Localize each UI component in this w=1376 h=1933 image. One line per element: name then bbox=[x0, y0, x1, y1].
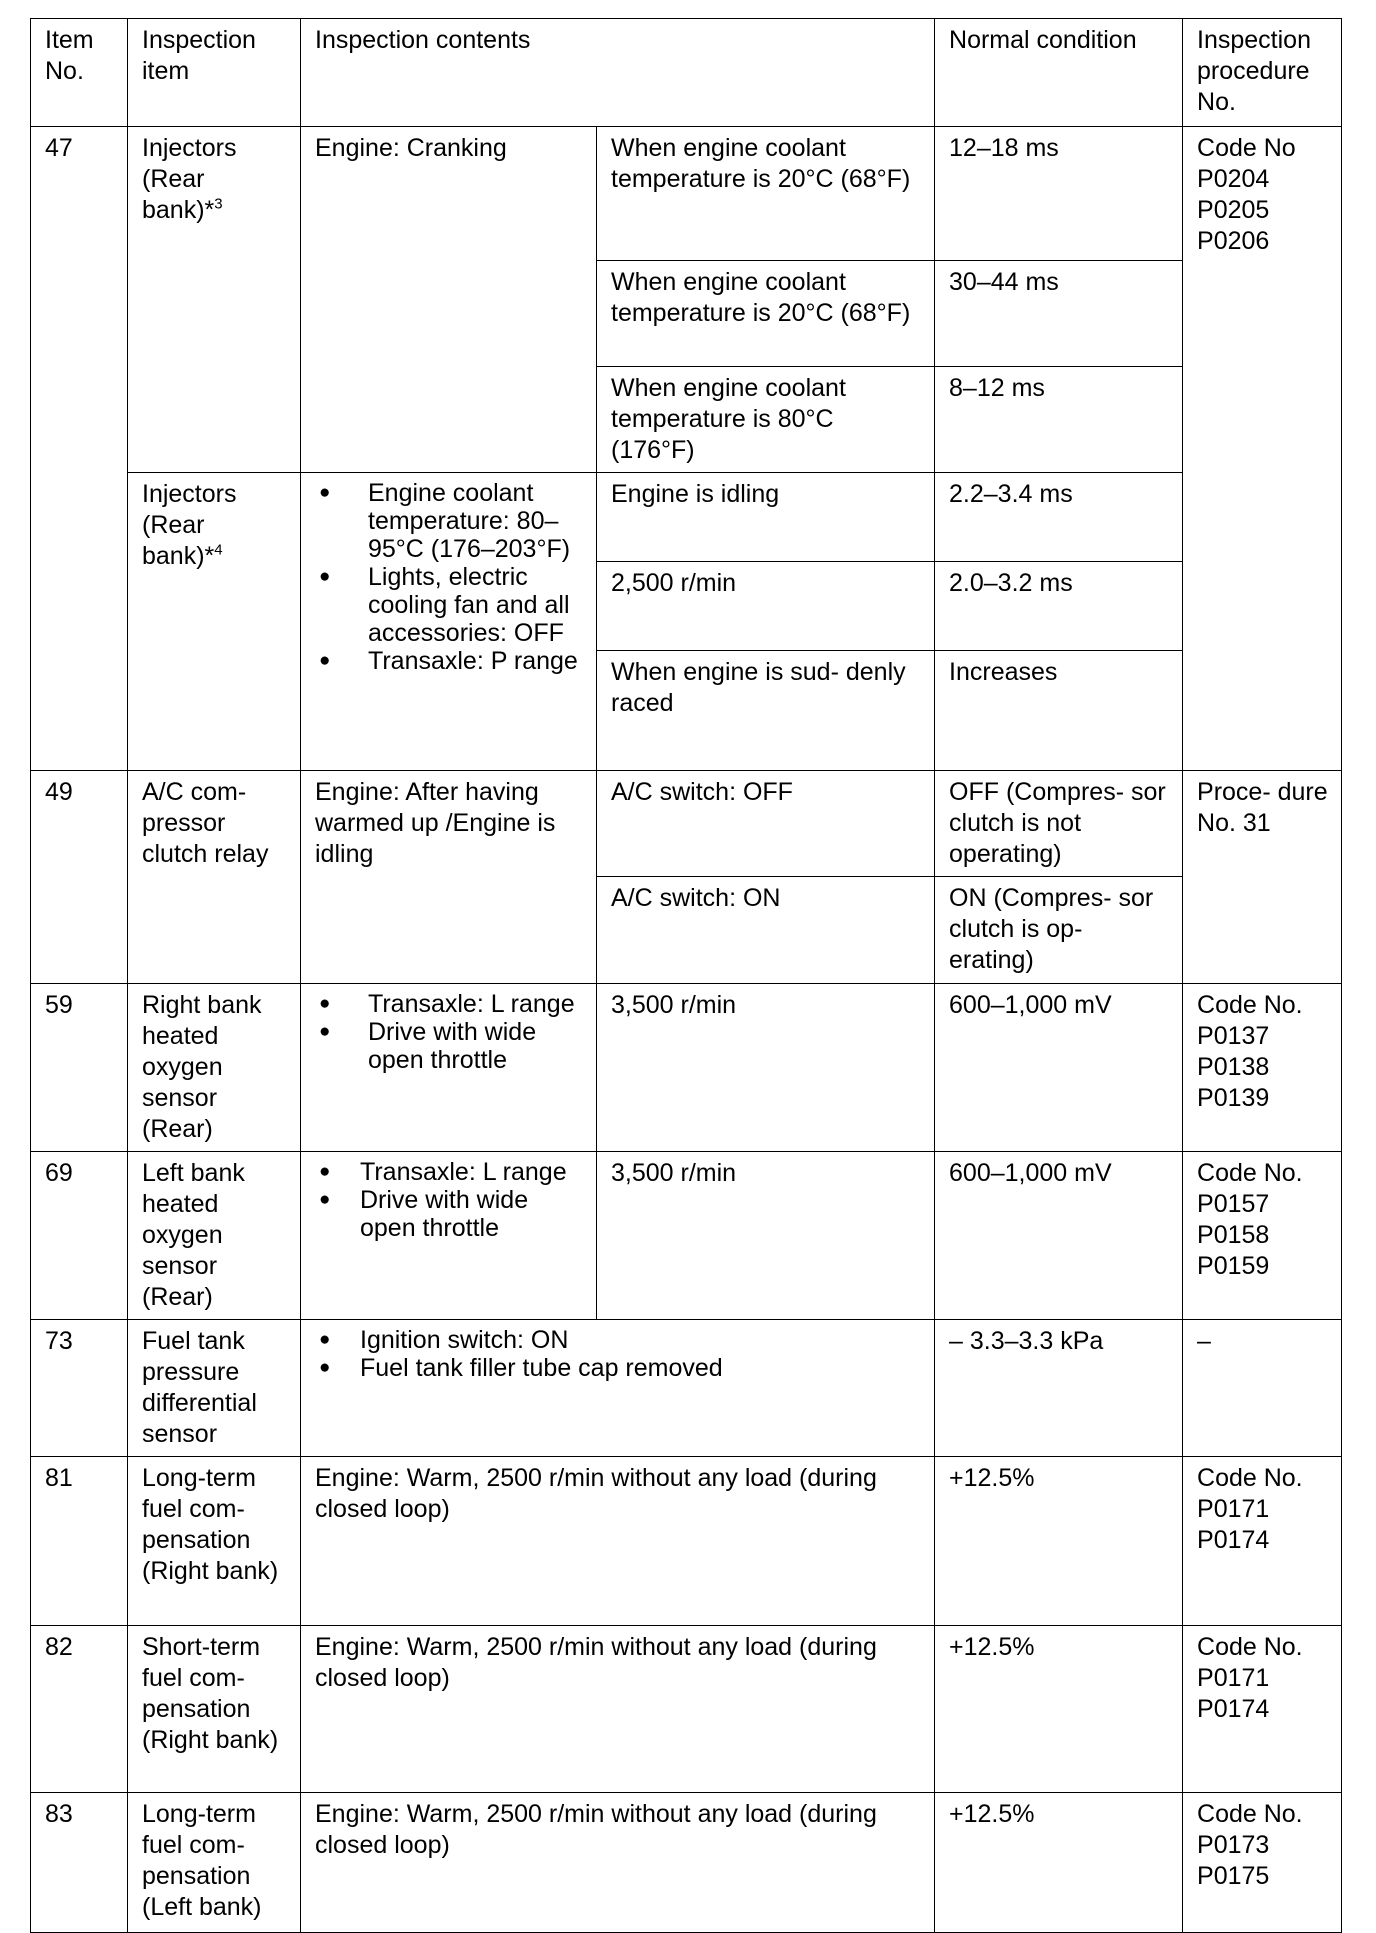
procedure-cell: Code No. P0157 P0158 P0159 bbox=[1183, 1152, 1342, 1320]
inspection-item-text: Injectors (Rear bank)* bbox=[142, 480, 237, 570]
inspection-item-cell: Fuel tank pressure differential sensor bbox=[128, 1320, 301, 1457]
procedure-cell: Code No P0204 P0205 P0206 bbox=[1183, 127, 1342, 771]
inspection-item-cell: Long-term fuel com- pensation (Right bank) bbox=[128, 1457, 301, 1626]
condition-cell: Engine: After having warmed up /Engine is idling bbox=[301, 771, 597, 984]
condition-list bbox=[315, 990, 586, 1074]
sub-condition-cell: Engine is idling bbox=[597, 473, 935, 562]
item-no-cell: 49 bbox=[31, 771, 128, 984]
condition-item: ● Drive with wide open throttle bbox=[315, 1018, 586, 1074]
table-row bbox=[31, 984, 1342, 1152]
procedure-cell: Code No. P0171 P0174 bbox=[1183, 1457, 1342, 1626]
sub-condition-cell: When engine coolant temperature is 80°C (176°F) bbox=[597, 367, 935, 473]
normal-value-cell: – 3.3–3.3 kPa bbox=[935, 1320, 1183, 1457]
inspection-table bbox=[30, 18, 1342, 1933]
condition-list bbox=[315, 1326, 924, 1382]
inspection-item-cell: Left bank heated oxygen sensor (Rear) bbox=[128, 1152, 301, 1320]
normal-value-cell: 2.0–3.2 ms bbox=[935, 562, 1183, 651]
condition-cell: Engine: Warm, 2500 r/min without any load (during closed loop) bbox=[301, 1793, 935, 1933]
sub-condition-cell: 2,500 r/min bbox=[597, 562, 935, 651]
item-no-cell: 47 bbox=[31, 127, 128, 771]
normal-value-cell: Increases bbox=[935, 651, 1183, 771]
condition-item: ● Fuel tank filler tube cap removed bbox=[315, 1354, 924, 1382]
normal-value-cell: 30–44 ms bbox=[935, 261, 1183, 367]
condition-item: ● Transaxle: L range bbox=[315, 990, 586, 1018]
condition-list-cell bbox=[301, 473, 597, 771]
normal-value-cell: OFF (Compres- sor clutch is not operating) bbox=[935, 771, 1183, 877]
table-row bbox=[31, 1152, 1342, 1320]
sub-condition-cell: 3,500 r/min bbox=[597, 984, 935, 1152]
condition-list bbox=[315, 1158, 586, 1242]
condition-item: ● Ignition switch: ON bbox=[315, 1326, 924, 1354]
condition-list-cell bbox=[301, 1320, 935, 1457]
condition-list-cell bbox=[301, 1152, 597, 1320]
sub-condition-cell: 3,500 r/min bbox=[597, 1152, 935, 1320]
procedure-cell: Code No. P0173 P0175 bbox=[1183, 1793, 1342, 1933]
inspection-item-cell: Long-term fuel com- pensation (Left bank) bbox=[128, 1793, 301, 1933]
inspection-item-cell bbox=[128, 127, 301, 473]
inspection-item-text: Injectors (Rear bank)* bbox=[142, 134, 237, 224]
sub-condition-cell: A/C switch: ON bbox=[597, 877, 935, 984]
condition-item: ● Lights, electric cooling fan and all accessories: OFF bbox=[315, 563, 586, 647]
sub-condition-cell: When engine coolant temperature is 20°C (68°F) bbox=[597, 261, 935, 367]
footnote-marker: 3 bbox=[214, 195, 223, 213]
normal-value-cell: 2.2–3.4 ms bbox=[935, 473, 1183, 562]
procedure-cell: Proce- dure No. 31 bbox=[1183, 771, 1342, 984]
sub-condition-cell: A/C switch: OFF bbox=[597, 771, 935, 877]
table-row bbox=[31, 1320, 1342, 1457]
inspection-item-cell: Short-term fuel com- pensation (Right bank) bbox=[128, 1626, 301, 1793]
table-row bbox=[31, 127, 1342, 261]
condition-cell: Engine: Warm, 2500 r/min without any load (during closed loop) bbox=[301, 1626, 935, 1793]
header-inspection-item: Inspection item bbox=[128, 19, 301, 127]
header-normal-condition: Normal condition bbox=[935, 19, 1183, 127]
item-no-cell: 59 bbox=[31, 984, 128, 1152]
condition-cell: Engine: Cranking bbox=[301, 127, 597, 473]
header-procedure-no: Inspection procedure No. bbox=[1183, 19, 1342, 127]
condition-item: ● Transaxle: L range bbox=[315, 1158, 586, 1186]
inspection-item-cell bbox=[128, 473, 301, 771]
condition-list bbox=[315, 479, 586, 675]
footnote-marker: 4 bbox=[214, 541, 223, 559]
condition-item: ● Transaxle: P range bbox=[315, 647, 586, 675]
inspection-item-cell: A/C com- pressor clutch relay bbox=[128, 771, 301, 984]
header-item-no: Item No. bbox=[31, 19, 128, 127]
header-row bbox=[31, 19, 1342, 127]
normal-value-cell: +12.5% bbox=[935, 1626, 1183, 1793]
sub-condition-cell: When engine is sud- denly raced bbox=[597, 651, 935, 771]
condition-item: ● Engine coolant temperature: 80–95°C (176–203°F) bbox=[315, 479, 586, 563]
procedure-cell: Code No. P0137 P0138 P0139 bbox=[1183, 984, 1342, 1152]
item-no-cell: 73 bbox=[31, 1320, 128, 1457]
normal-value-cell: 600–1,000 mV bbox=[935, 1152, 1183, 1320]
condition-list-cell bbox=[301, 984, 597, 1152]
condition-item: ● Drive with wide open throttle bbox=[315, 1186, 586, 1242]
item-no-cell: 82 bbox=[31, 1626, 128, 1793]
normal-value-cell: +12.5% bbox=[935, 1457, 1183, 1626]
table-row bbox=[31, 1793, 1342, 1933]
table-row bbox=[31, 473, 1342, 562]
item-no-cell: 81 bbox=[31, 1457, 128, 1626]
normal-value-cell: 8–12 ms bbox=[935, 367, 1183, 473]
header-inspection-contents: Inspection contents bbox=[301, 19, 935, 127]
normal-value-cell: +12.5% bbox=[935, 1793, 1183, 1933]
item-no-cell: 83 bbox=[31, 1793, 128, 1933]
normal-value-cell: 12–18 ms bbox=[935, 127, 1183, 261]
inspection-item-cell: Right bank heated oxygen sensor (Rear) bbox=[128, 984, 301, 1152]
normal-value-cell: ON (Compres- sor clutch is op- erating) bbox=[935, 877, 1183, 984]
procedure-cell: – bbox=[1183, 1320, 1342, 1457]
condition-cell: Engine: Warm, 2500 r/min without any load (during closed loop) bbox=[301, 1457, 935, 1626]
sub-condition-cell: When engine coolant temperature is 20°C (68°F) bbox=[597, 127, 935, 261]
table-row bbox=[31, 771, 1342, 877]
item-no-cell: 69 bbox=[31, 1152, 128, 1320]
table-row bbox=[31, 1626, 1342, 1793]
table-row bbox=[31, 1457, 1342, 1626]
procedure-cell: Code No. P0171 P0174 bbox=[1183, 1626, 1342, 1793]
normal-value-cell: 600–1,000 mV bbox=[935, 984, 1183, 1152]
